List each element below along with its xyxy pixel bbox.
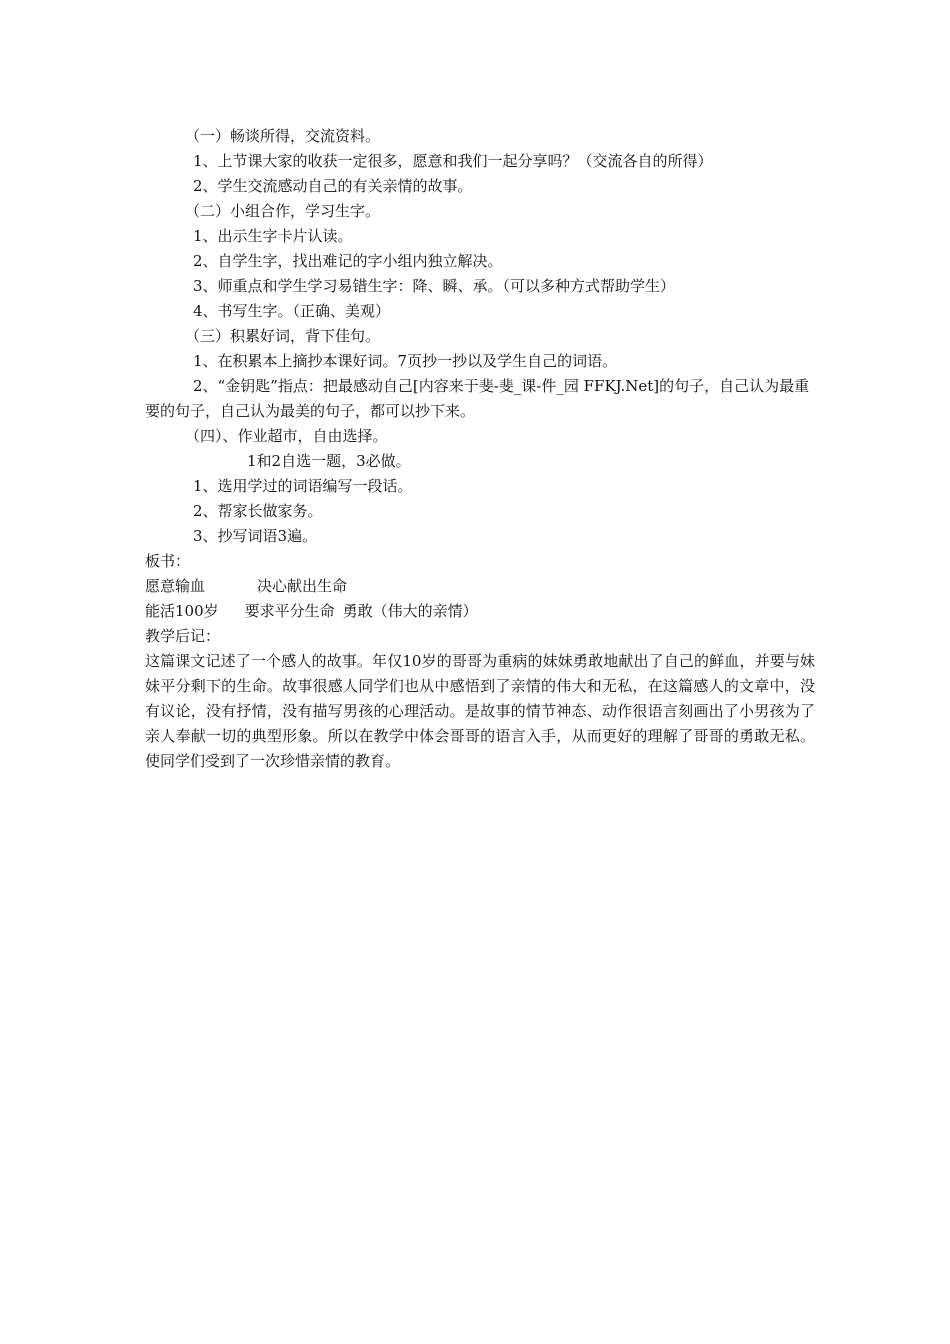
homework-note: 1和2自选一题，3必做。 — [247, 452, 411, 470]
afterword-paragraph: 这篇课文记述了一个感人的故事。年仅10岁的哥哥为重病的妹妹勇敢地献出了自己的鲜血，并要与妹妹平分剩下的生命。故事很感人同学们也从中感悟到了亲情的伟大和无私，在这篇感人的文章中，没有议论，没有抒情，没有描写男孩的心理活动。是故事的情节神态、动作很语言刻画出了小男孩为了亲人奉献一切的典型形象。所以在教学中体会哥哥的语言入手，从而更好的理解了哥哥的勇敢无私。使同学们受到了一次珍惜亲情的教育。 — [145, 652, 815, 770]
afterword-label: 教学后记： — [145, 627, 221, 645]
list-item: 3、师重点和学生学习易错生字：降、瞬、承。（可以多种方式帮助学生） — [193, 277, 676, 295]
list-item: 2、帮家长做家务。 — [193, 502, 323, 520]
board-row-1 — [145, 574, 815, 599]
section-heading-2: （二）小组合作，学习生字。 — [185, 202, 381, 220]
board-row-2-left: 能活100岁 — [145, 602, 219, 620]
board-row-2-right: 勇敢（伟大的亲情） — [342, 602, 478, 620]
list-item: 1、选用学过的词语编写一段话。 — [193, 477, 413, 495]
list-item: 1、上节课大家的收获一定很多，愿意和我们一起分享吗？（交流各自的所得） — [193, 152, 713, 170]
board-row-1-left: 愿意输血 — [145, 577, 206, 595]
list-item-paragraph: 2、“金钥匙”指点：把最感动自己[内容来于斐-斐_课-件_园 FFKJ.Net]的句子，自己认为最重要的句子，自己认为最美的句子，都可以抄下来。 — [145, 377, 810, 420]
list-item: 2、学生交流感动自己的有关亲情的故事。 — [193, 177, 473, 195]
board-row-1-right: 决心献出生命 — [257, 577, 348, 595]
list-item: 2、自学生字，找出难记的字小组内独立解决。 — [193, 252, 503, 270]
list-item: 1、在积累本上摘抄本课好词。7页抄一抄以及学生自己的词语。 — [193, 352, 618, 370]
section-heading-4: （四）、作业超市，自由选择。 — [185, 427, 388, 445]
board-row-2-middle: 要求平分生命 — [244, 602, 335, 620]
board-label: 板书： — [145, 552, 191, 570]
list-item: 4、书写生字。（正确、美观） — [193, 302, 391, 320]
list-item: 3、抄写词语3遍。 — [193, 527, 318, 545]
section-heading-3: （三）积累好词，背下佳句。 — [185, 327, 381, 345]
section-heading-1: （一）畅谈所得，交流资料。 — [185, 127, 381, 145]
list-item: 1、出示生字卡片认读。 — [193, 227, 353, 245]
board-row-2 — [145, 599, 815, 624]
document-body — [145, 124, 815, 774]
